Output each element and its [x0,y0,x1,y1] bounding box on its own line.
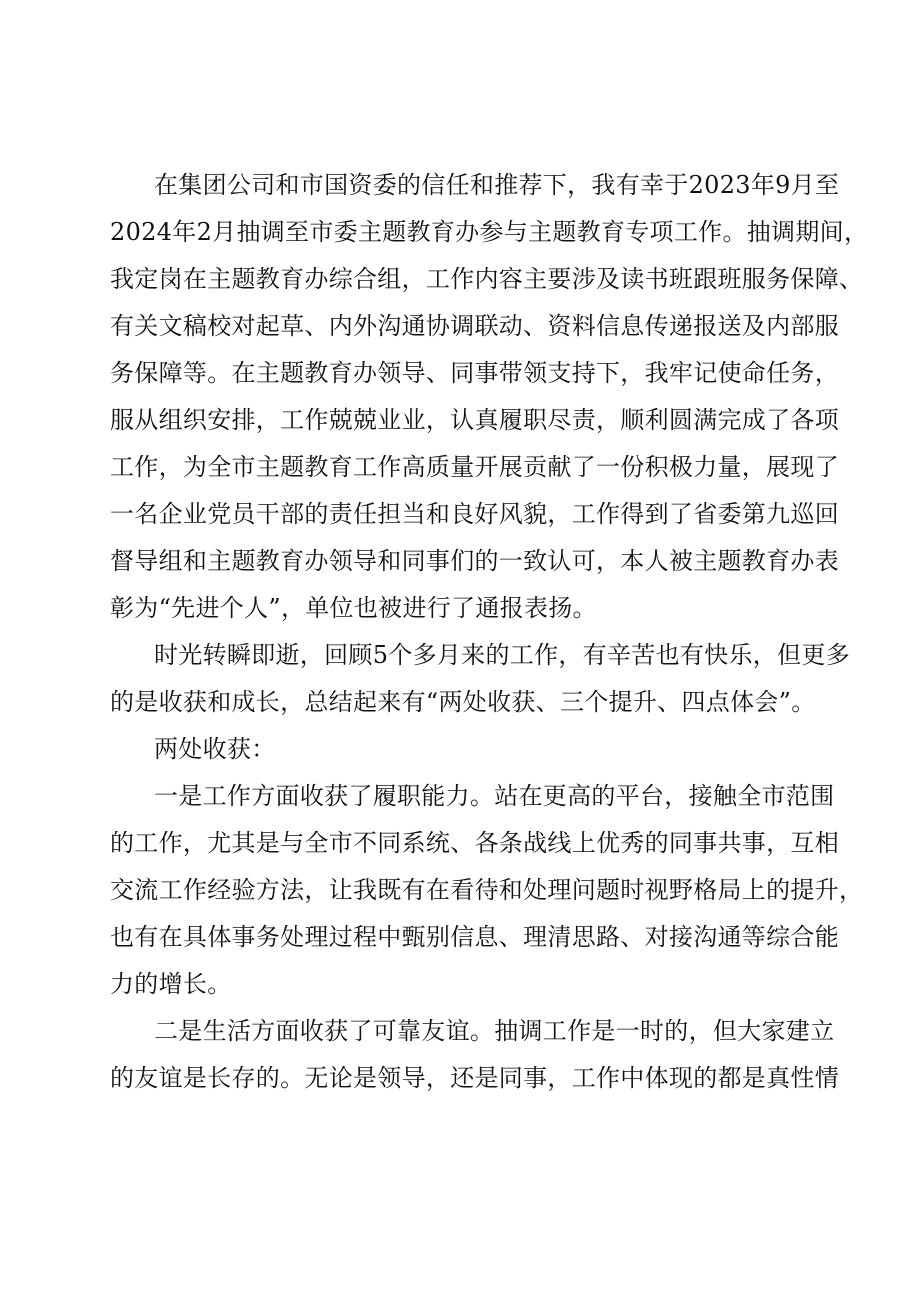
paragraph-line: 一是工作方面收获了履职能力。站在更高的平台，接触全市范围 [154,782,835,810]
section-heading: 两处收获： [154,735,276,763]
paragraph-line: 二是生活方面收获了可靠友谊。抽调工作是一时的，但大家建立 [154,1017,835,1045]
paragraph-line: 的友谊是长存的。无论是领导，还是同事，工作中体现的都是真性情 [110,1064,839,1092]
paragraph-line: 工作，为全市主题教育工作高质量开展贡献了一份积极力量，展现了 [110,453,839,481]
paragraph-line: 的工作，尤其是与全市不同系统、各条战线上优秀的同事共事，互相 [110,829,839,857]
paragraph-line: 有关文稿校对起草、内外沟通协调联动、资料信息传递报送及内部服 [110,312,839,340]
paragraph-line: 在集团公司和市国资委的信任和推荐下，我有幸于2023年9月至 [154,171,840,199]
paragraph-line: 时光转瞬即逝，回顾5个多月来的工作，有辛苦也有快乐，但更多 [154,641,850,669]
paragraph-line: 的是收获和成长，总结起来有“两处收获、三个提升、四点体会”。 [110,688,816,716]
paragraph-line: 力的增长。 [110,970,232,998]
paragraph-line: 交流工作经验方法，让我既有在看待和处理问题时视野格局上的提升， [110,876,864,904]
paragraph-line: 也有在具体事务处理过程中甄别信息、理清思路、对接沟通等综合能 [110,923,839,951]
paragraph-line: 服从组织安排，工作兢兢业业，认真履职尽责，顺利圆满完成了各项 [110,406,839,434]
paragraph-line: 督导组和主题教育办领导和同事们的一致认可，本人被主题教育办表 [110,547,839,575]
paragraph-line: 彰为“先进个人”，单位也被进行了通报表扬。 [110,594,597,622]
paragraph-line: 我定岗在主题教育办综合组，工作内容主要涉及读书班跟班服务保障、 [110,265,864,293]
paragraph-line: 务保障等。在主题教育办领导、同事带领支持下，我牢记使命任务， [110,359,839,387]
paragraph-line: 2024年2月抽调至市委主题教育办参与主题教育专项工作。抽调期间， [110,218,869,246]
paragraph-line: 一名企业党员干部的责任担当和良好风貌，工作得到了省委第九巡回 [110,500,839,528]
